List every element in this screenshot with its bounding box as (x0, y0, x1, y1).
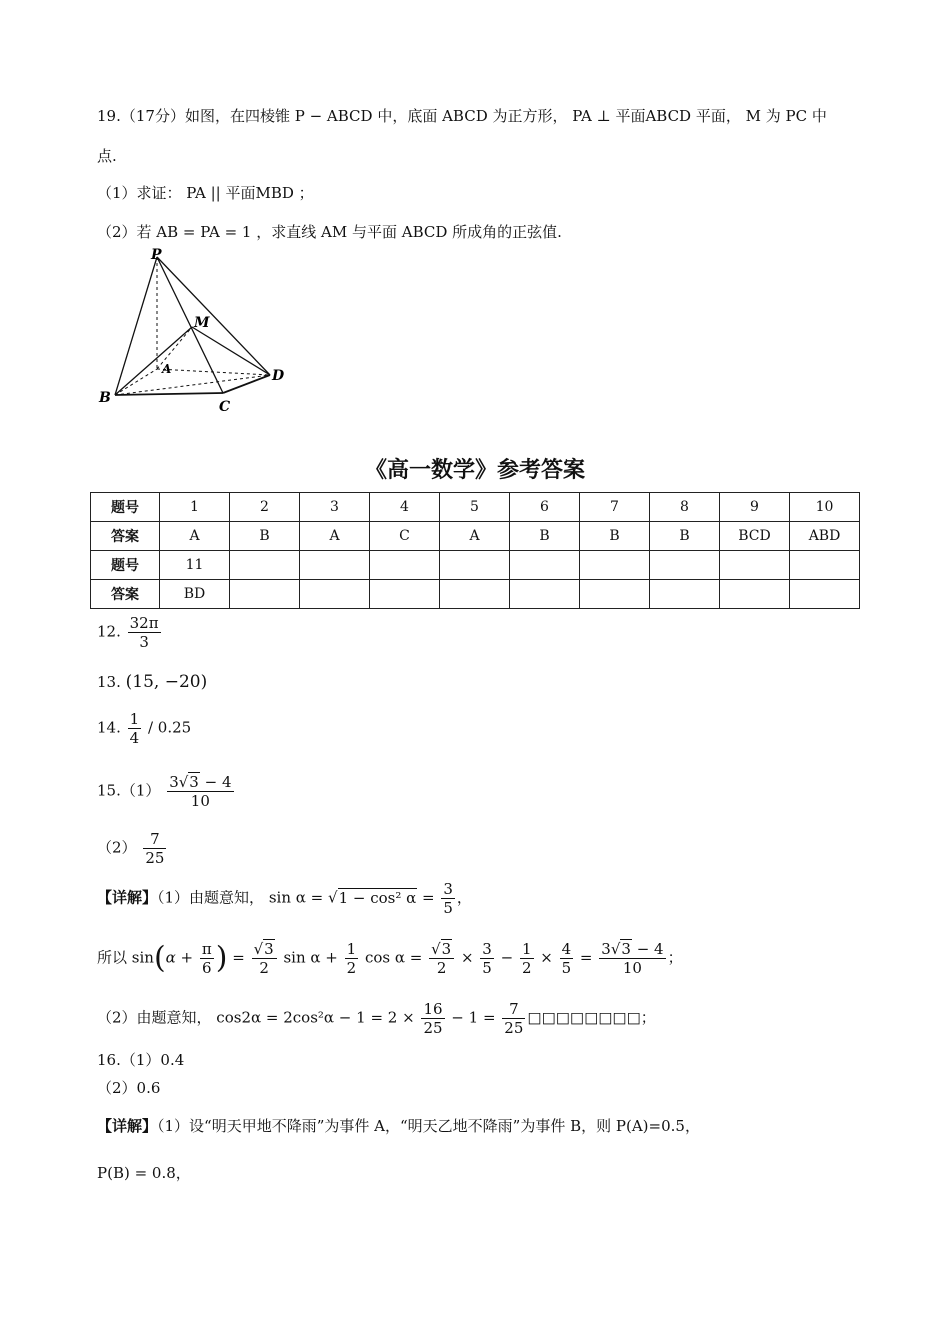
table-cell (650, 551, 720, 580)
answer-14-fraction (128, 710, 142, 747)
label-M: M (194, 315, 210, 331)
text: × (535, 948, 558, 967)
text: − 1 = (446, 1008, 501, 1027)
answer-14-alt: / 0.25 (147, 718, 192, 737)
answer-15-part2 (97, 830, 168, 867)
table-cell (300, 551, 370, 580)
detail-tag: 【详解】 (97, 888, 158, 907)
edge-BM (115, 327, 192, 395)
answer-13 (97, 672, 207, 692)
fraction (560, 940, 574, 977)
answer-12-label: 12. (97, 622, 121, 641)
fraction-numerator: 1 (346, 940, 357, 958)
label-P: P (151, 247, 162, 263)
table-cell: 6 (510, 493, 580, 522)
q19-stem-line1: 19.（17分）如图，在四棱锥 P − ABCD 中，底面 ABCD 为正方形， PA ⊥ 平面ABCD 平面， M 为 PC 中 (97, 107, 827, 125)
fraction-numerator: √3 (429, 940, 454, 959)
fraction-denominator: 5 (482, 959, 492, 977)
table-cell: 4 (370, 493, 440, 522)
table-row (91, 522, 860, 551)
fraction-denominator: 25 (423, 1019, 443, 1037)
answer-15-fraction (167, 773, 233, 810)
fraction-numerator: 4 (561, 940, 572, 958)
edge-BD (115, 375, 270, 395)
table-cell (790, 580, 860, 609)
answer-15-label2: （2） (97, 838, 137, 857)
table-row (91, 551, 860, 580)
fraction (520, 940, 534, 977)
table-head-cell: 题号 (91, 551, 160, 580)
fraction (502, 1000, 525, 1037)
text: 所以 sin (97, 948, 154, 967)
q19-stem-line2: 点. (97, 147, 117, 165)
fraction-numerator: 7 (502, 1000, 525, 1019)
fraction-denominator: 2 (259, 959, 269, 977)
radicand: 1 − cos² α (338, 888, 417, 907)
table-cell (370, 580, 440, 609)
paren: ( (153, 940, 166, 976)
table-cell: 10 (790, 493, 860, 522)
table-cell: A (160, 522, 230, 551)
text: ， (456, 888, 472, 907)
answer-13-label: 13. (97, 673, 121, 691)
answer-14 (97, 710, 191, 747)
table-cell: B (580, 522, 650, 551)
fraction (252, 940, 277, 977)
coef: 3 (169, 773, 179, 791)
label-D: D (272, 368, 285, 384)
table-cell: B (510, 522, 580, 551)
fraction-denominator: 10 (622, 959, 642, 977)
radicand: 3 (264, 940, 274, 958)
num-tail: − 4 (199, 773, 232, 791)
fraction (599, 940, 665, 977)
fraction (480, 940, 494, 977)
text: □□□□□□□□； (527, 1008, 656, 1027)
table-row (91, 493, 860, 522)
fraction (200, 940, 214, 977)
radicand: 3 (621, 940, 631, 958)
label-C: C (219, 399, 231, 415)
table-cell (440, 580, 510, 609)
text: （1）由题意知， sin α = (157, 888, 328, 907)
table-cell: 2 (230, 493, 300, 522)
fraction-denominator: 5 (561, 959, 572, 977)
text: = (227, 948, 250, 967)
detail16-line2: P(B) = 0.8， (97, 1164, 191, 1182)
table-cell: 5 (440, 493, 510, 522)
text: （2）由题意知， cos2α = 2cos²α − 1 = 2 × (97, 1008, 420, 1027)
table-cell (440, 551, 510, 580)
fraction-denominator: 10 (190, 792, 210, 810)
fraction-denominator: 2 (346, 959, 357, 977)
table-head-cell: 题号 (91, 493, 160, 522)
table-cell (790, 551, 860, 580)
table-cell (580, 580, 650, 609)
q19-part2: （2）若 AB = PA = 1 ，求直线 AM 与平面 ABCD 所成角的正弦值. (97, 223, 562, 241)
table-cell (300, 580, 370, 609)
table-cell: B (650, 522, 720, 551)
fraction-denominator: 6 (202, 959, 212, 977)
answer-title: 《高一数学》参考答案 (364, 457, 585, 483)
table-cell: A (300, 522, 370, 551)
radicand: 3 (189, 773, 199, 791)
answer-table (90, 492, 860, 609)
fraction-denominator: 2 (436, 959, 447, 977)
fraction-numerator: π (201, 940, 212, 958)
fraction (345, 940, 359, 977)
answer-16-part2: （2）0.6 (97, 1079, 161, 1097)
text: （1）设“明天甲地不降雨”为事件 A，“明天乙地不降雨”为事件 B，则 P(A)=0.5， (157, 1117, 700, 1135)
table-cell: 7 (580, 493, 650, 522)
text: = (575, 948, 598, 967)
answer-12-fraction (128, 614, 161, 651)
table-row (91, 580, 860, 609)
fraction-denominator: 2 (521, 959, 532, 977)
answer-15-fraction2 (143, 830, 166, 867)
detail16-line1 (97, 1116, 700, 1136)
table-cell: BCD (720, 522, 790, 551)
table-cell (580, 551, 650, 580)
paren: ) (215, 940, 228, 976)
table-cell (720, 551, 790, 580)
table-cell: ABD (790, 522, 860, 551)
fraction-denominator: 4 (129, 729, 140, 747)
table-cell: 8 (650, 493, 720, 522)
detail15-line1: 【详解】（1）由题意知， sin α = √1 − cos² α = $\frac{3}{5}$ ， (97, 880, 472, 917)
text: sin α + (278, 948, 343, 967)
q19-part1: （1）求证： PA || 平面MBD ； (97, 184, 314, 202)
table-cell: 3 (300, 493, 370, 522)
table-head-cell: 答案 (91, 580, 160, 609)
detail15-line2 (97, 940, 683, 977)
num-tail: − 4 (631, 940, 664, 958)
text: − (495, 948, 518, 967)
coef: 3 (601, 940, 611, 958)
radicand: 3 (441, 940, 452, 958)
fraction-numerator: 1 (521, 940, 532, 958)
detail-tag: 【详解】 (97, 1117, 158, 1135)
fraction-numerator: 32π (129, 614, 159, 632)
fraction-numerator: √3 (252, 940, 277, 959)
text: α + (165, 948, 198, 967)
table-cell: 1 (160, 493, 230, 522)
answer-16-part1: 16.（1）0.4 (97, 1051, 185, 1069)
table-cell: A (440, 522, 510, 551)
fraction-numerator: 1 (129, 710, 140, 728)
fraction-numerator: 3√3 − 4 (169, 773, 232, 791)
edge-PD (157, 257, 270, 375)
fraction (421, 1000, 444, 1037)
table-cell: BD (160, 580, 230, 609)
fraction-denominator: 5 (443, 899, 453, 917)
fraction (429, 940, 454, 977)
table-cell (510, 580, 580, 609)
table-cell: B (230, 522, 300, 551)
fraction-numerator: 3√3 − 4 (601, 940, 664, 958)
detail15-line3 (97, 1000, 656, 1037)
table-cell (230, 551, 300, 580)
answer-12 (97, 614, 163, 651)
pyramid-figure (95, 245, 295, 420)
fraction (441, 880, 455, 917)
table-cell (370, 551, 440, 580)
table-cell: 11 (160, 551, 230, 580)
fraction-numerator: 16 (423, 1000, 443, 1018)
table-cell: C (370, 522, 440, 551)
answer-15-label: 15.（1） (97, 781, 161, 800)
table-cell (720, 580, 790, 609)
text: ； (667, 948, 683, 967)
table-cell (510, 551, 580, 580)
text: = (417, 888, 440, 907)
label-A: A (162, 362, 172, 376)
table-cell (230, 580, 300, 609)
edge-BC (115, 393, 223, 395)
fraction-numerator: 3 (443, 880, 453, 898)
fraction-denominator: 25 (504, 1019, 524, 1037)
table-cell: 9 (720, 493, 790, 522)
table-cell (650, 580, 720, 609)
fraction-denominator: 25 (145, 849, 165, 867)
table-head-cell: 答案 (91, 522, 160, 551)
text: cos α = (360, 948, 428, 967)
edge-PB (115, 257, 157, 395)
answer-15-part1 (97, 773, 236, 810)
fraction-numerator: 7 (143, 830, 166, 849)
label-B: B (99, 390, 111, 406)
text: × (456, 948, 479, 967)
answer-13-value: (15, −20) (125, 672, 208, 692)
answer-14-label: 14. (97, 718, 121, 737)
fraction-denominator: 3 (139, 633, 149, 651)
fraction-numerator: 3 (482, 940, 492, 958)
